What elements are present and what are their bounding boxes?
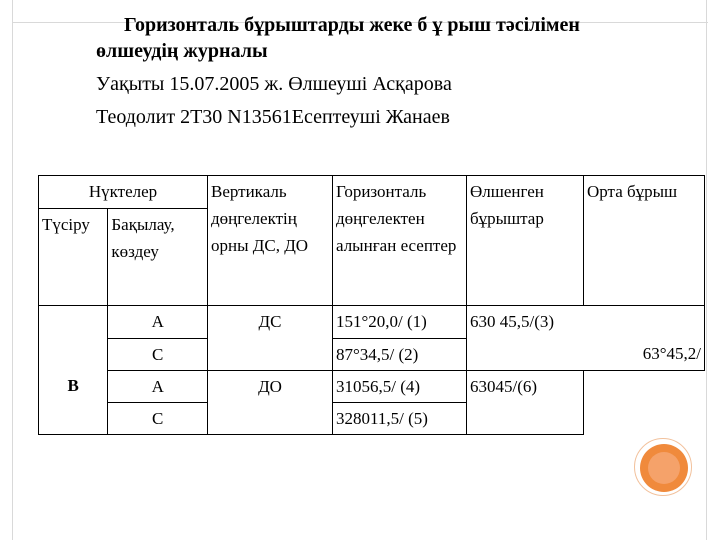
- title-line-2: өлшеудің журналы: [96, 40, 268, 62]
- frame-left-line: [12, 0, 13, 540]
- header-observed: Бақылау, көздеу: [108, 209, 208, 306]
- title-line-1: Горизонталь бұрыштарды жеке б ұ рыш тәсілімен: [124, 14, 580, 36]
- circle-cell: [208, 338, 333, 370]
- target-cell: С: [108, 402, 208, 435]
- table-row: [39, 402, 705, 435]
- decorative-circle-inner: [648, 452, 680, 484]
- station-cell: В: [39, 370, 108, 402]
- table-row: [39, 338, 705, 370]
- table-row: [39, 306, 705, 339]
- header-horizontal: Горизонталь дөңгелектен алынған есептер: [333, 176, 467, 306]
- target-cell: А: [108, 306, 208, 339]
- station-cell-top: [39, 306, 108, 339]
- header-station: Түсіру: [39, 209, 108, 306]
- station-cell-bottom: [39, 402, 108, 435]
- average-cell: 63°45,2/: [467, 338, 705, 370]
- header-points: Нүктелер: [39, 176, 208, 209]
- date-line: Уақыты 15.07.2005 ж. Өлшеуші Асқарова: [96, 73, 452, 95]
- circle-cell: ДС: [208, 306, 333, 339]
- reading-cell: 31056,5/ (4): [333, 370, 467, 402]
- table-header-row-1: [39, 176, 705, 209]
- measured-cell: [467, 402, 584, 435]
- target-cell: А: [108, 370, 208, 402]
- reading-cell: 87°34,5/ (2): [333, 338, 467, 370]
- measured-cell: 63045/(6): [467, 370, 584, 402]
- header-vertical: Вертикаль дөңгелектің орны ДС, ДО: [208, 176, 333, 306]
- header-average: Орта бұрыш: [584, 176, 705, 306]
- reading-cell: 328011,5/ (5): [333, 402, 467, 435]
- station-cell-mid: [39, 338, 108, 370]
- target-cell: С: [108, 338, 208, 370]
- empty-cell: [584, 402, 705, 435]
- measurement-journal-table: [38, 175, 705, 435]
- reading-cell: 151°20,0/ (1): [333, 306, 467, 339]
- instrument-line: Теодолит 2Т30 N13561Есептеуші Жанаев: [96, 106, 450, 128]
- circle-cell: [208, 402, 333, 435]
- slide-header: [96, 12, 716, 130]
- empty-cell: [584, 370, 705, 402]
- circle-cell: ДО: [208, 370, 333, 402]
- measured-cell: 630 45,5/(3): [467, 306, 705, 339]
- table-row: [39, 370, 705, 402]
- header-measured: Өлшенген бұрыштар: [467, 176, 584, 306]
